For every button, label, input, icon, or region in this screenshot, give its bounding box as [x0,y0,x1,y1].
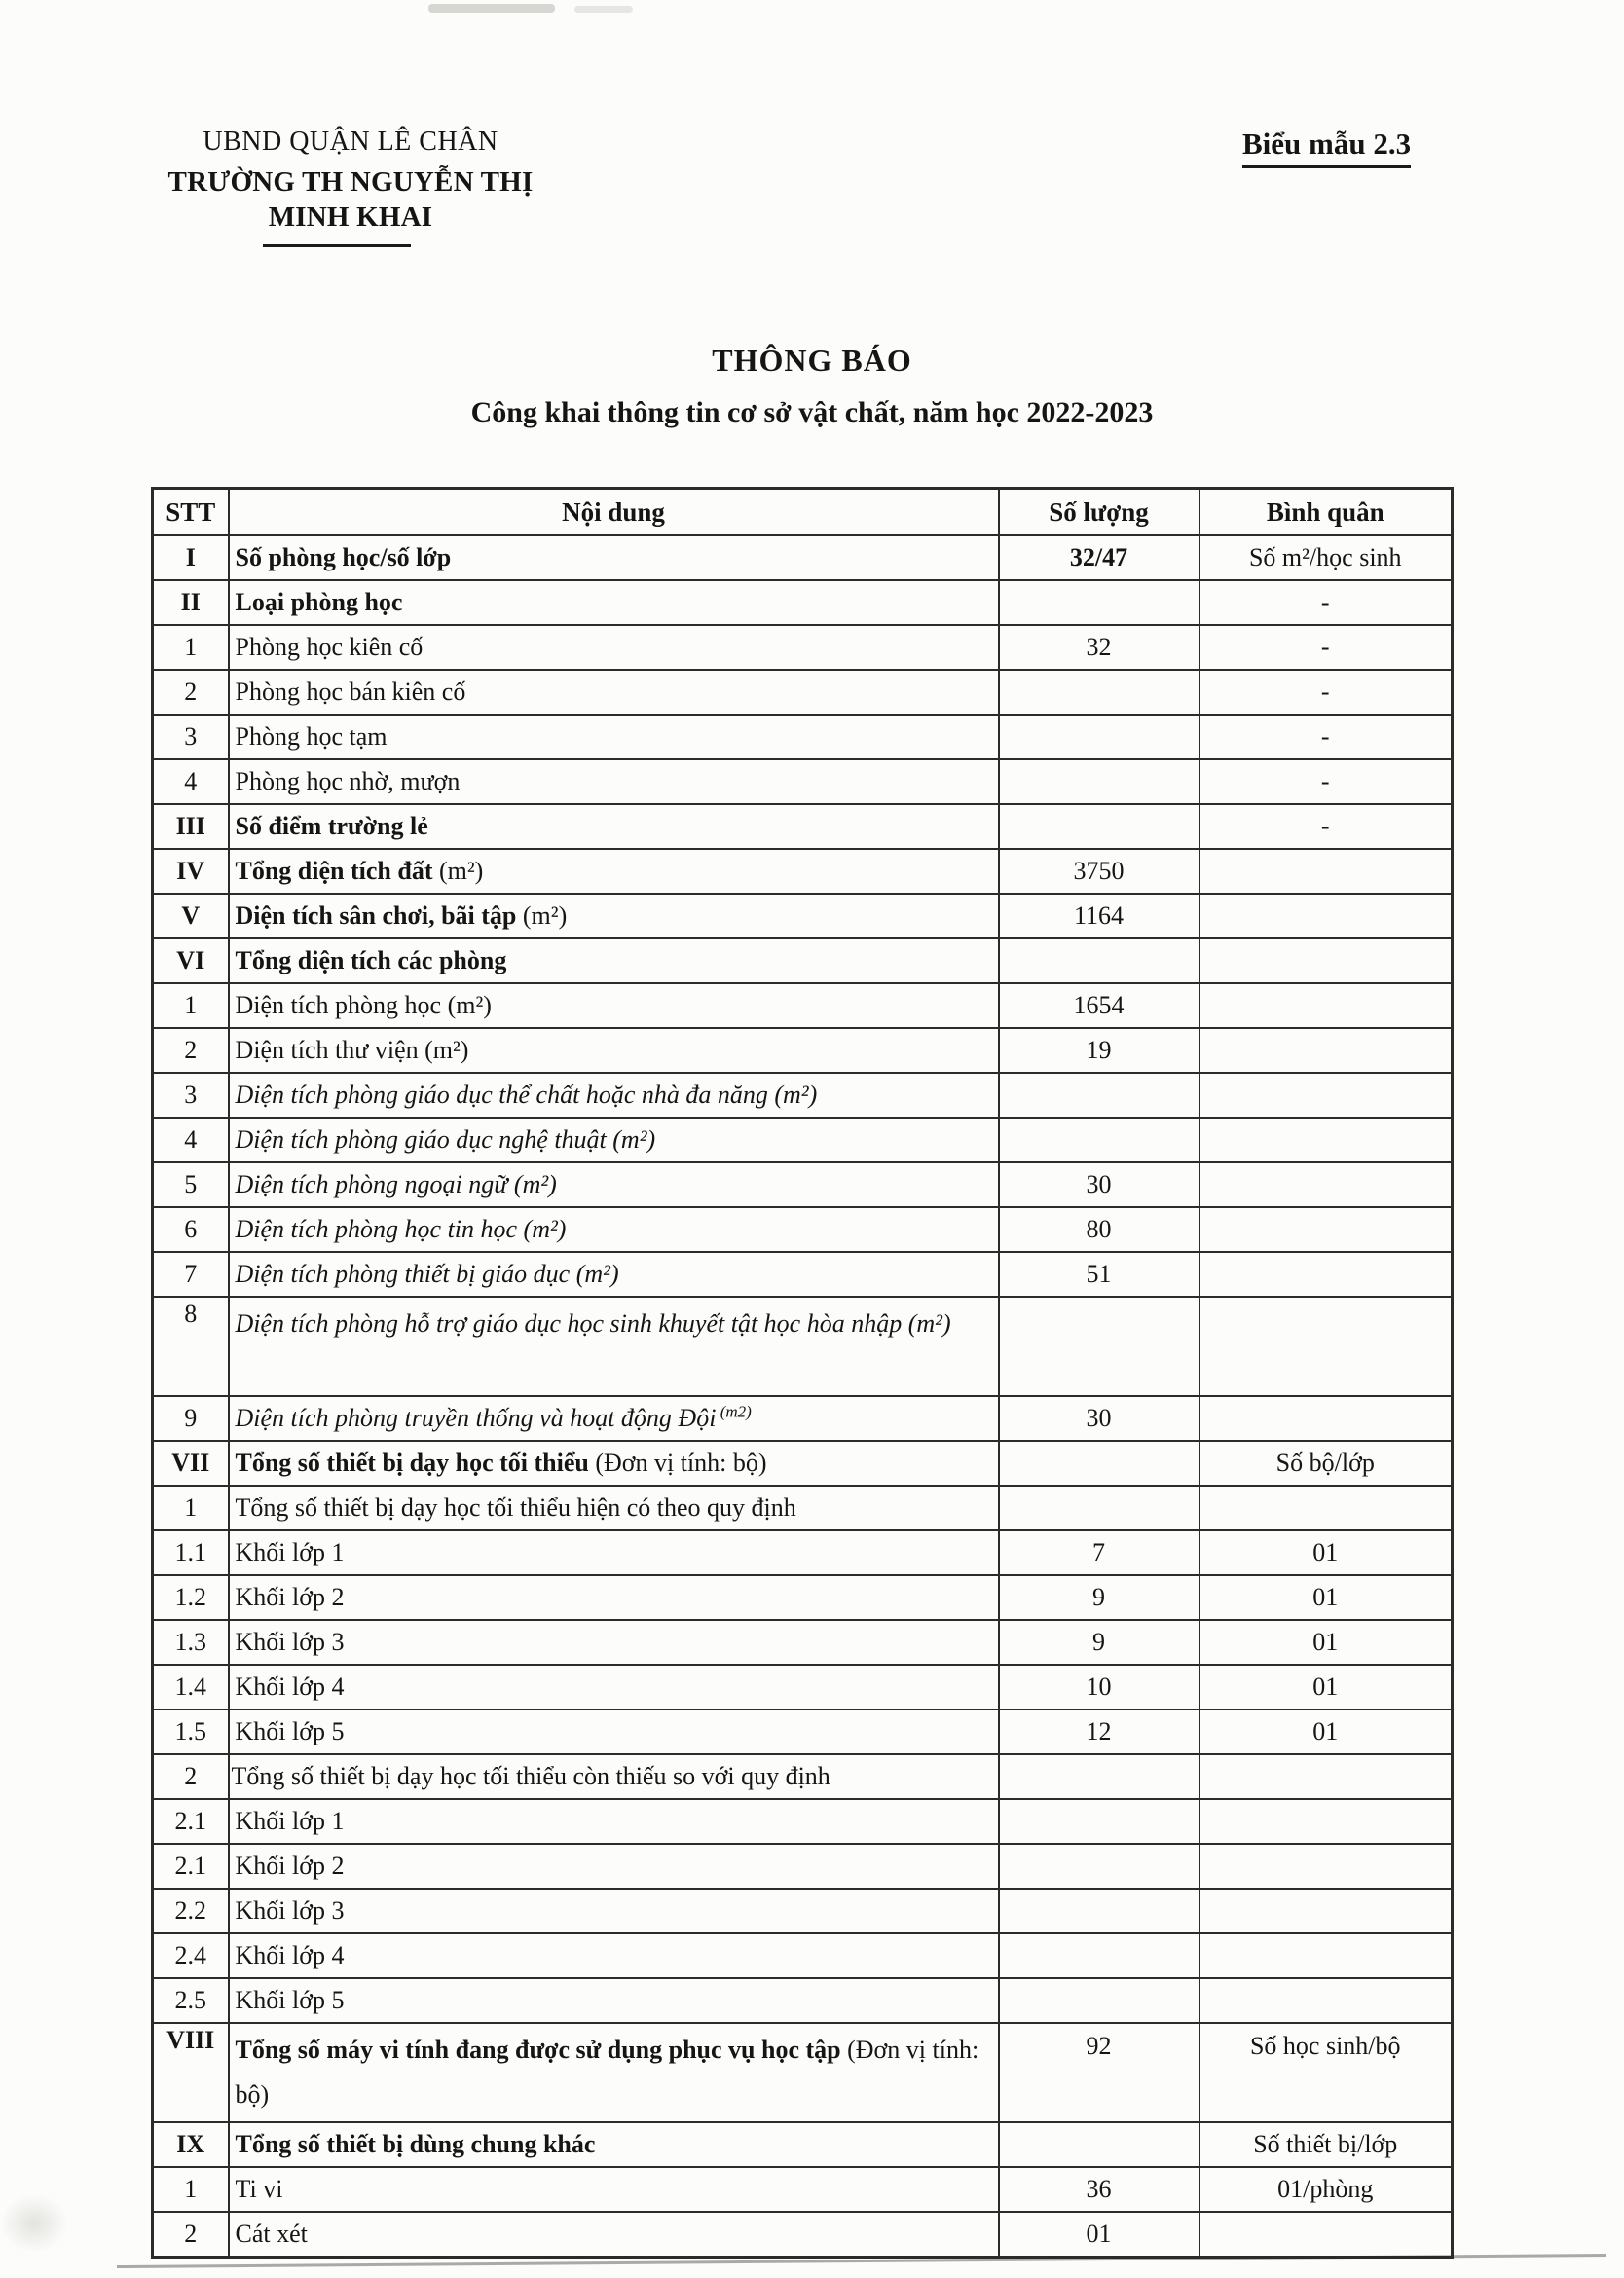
row-label-text: Cát xét [235,2219,308,2248]
row-quantity: 9 [999,1575,1200,1620]
row-label [229,1709,999,1754]
row-label-text: Tổng số thiết bị dạy học tối thiểu [235,1448,589,1477]
row-label-text: Khối lớp 5 [235,1985,345,2014]
row-quantity [999,1118,1200,1162]
row-number: 2.2 [153,1889,229,1933]
row-average: - [1200,715,1453,759]
row-number: 3 [153,715,229,759]
facility-table-header [153,489,1453,536]
row-average [1200,1978,1453,2023]
row-label-text: Diện tích phòng ngoại ngữ (m²) [235,1169,557,1198]
table-row [153,1396,1453,1441]
row-label [229,1396,999,1441]
row-quantity [999,1799,1200,1844]
row-number: 1.3 [153,1620,229,1665]
row-average [1200,1396,1453,1441]
row-label [229,1252,999,1297]
row-number: 2.1 [153,1844,229,1889]
row-number: II [153,580,229,625]
row-average [1200,849,1453,894]
row-average [1200,1844,1453,1889]
header-noi-dung: Nội dung [229,489,999,536]
row-label [229,1620,999,1665]
row-quantity [999,938,1200,983]
row-number: VI [153,938,229,983]
row-label [229,1933,999,1978]
row-number: 1 [153,2167,229,2212]
row-label [229,1978,999,2023]
row-label-text: Khối lớp 1 [235,1806,345,1835]
table-row [153,1252,1453,1297]
row-label-text: Phòng học kiên cố [235,632,424,661]
row-number: 5 [153,1162,229,1207]
table-row [153,580,1453,625]
row-quantity: 7 [999,1530,1200,1575]
school-name: TRƯỜNG TH NGUYỄN THỊ MINH KHAI [167,166,534,234]
table-row [153,1978,1453,2023]
row-label [229,1799,999,1844]
row-average: 01/phòng [1200,2167,1453,2212]
row-quantity [999,804,1200,849]
row-label [229,1441,999,1486]
row-quantity: 10 [999,1665,1200,1709]
row-average: - [1200,625,1453,670]
row-label-text: Diện tích thư viện (m²) [235,1035,469,1064]
row-label [229,670,999,715]
row-quantity: 30 [999,1396,1200,1441]
row-number: 2 [153,670,229,715]
row-label-suffix: (Đơn vị tính: bộ) [588,1448,767,1477]
row-label [229,580,999,625]
org-name: UBND QUẬN LÊ CHÂN [203,127,498,157]
row-number: 2.4 [153,1933,229,1978]
row-label [229,1486,999,1530]
table-row [153,1665,1453,1709]
row-average: Số bộ/lớp [1200,1441,1453,1486]
row-label-text: Số phòng học/số lớp [235,542,452,571]
row-number: IX [153,2122,229,2167]
row-label-text: Phòng học bán kiên cố [235,677,466,706]
header-so-luong: Số lượng [999,489,1200,536]
row-quantity [999,1297,1200,1396]
table-row [153,759,1453,804]
row-label-text: Khối lớp 5 [235,1716,345,1745]
letterhead-underline [263,244,411,247]
table-row [153,938,1453,983]
row-quantity: 36 [999,2167,1200,2212]
table-row [153,983,1453,1028]
table-row [153,1441,1453,1486]
row-label-text: Tổng số thiết bị dạy học tối thiểu còn thiếu so với quy định [231,1761,830,1790]
row-label-text: Khối lớp 2 [235,1582,345,1611]
title-block [0,343,1624,429]
row-number: 1.4 [153,1665,229,1709]
row-label-text: Khối lớp 2 [235,1851,345,1880]
row-average [1200,1073,1453,1118]
scan-smudge-top-2 [574,6,633,13]
row-number: 2 [153,1754,229,1799]
row-label-suffix: (Đơn vị tính: bộ) [235,2036,979,2109]
row-number: 1.1 [153,1530,229,1575]
row-quantity [999,580,1200,625]
table-row [153,1073,1453,1118]
row-number: III [153,804,229,849]
row-label-text: Diện tích sân chơi, bãi tập [235,900,517,930]
table-row [153,535,1453,580]
row-label [229,938,999,983]
row-quantity: 12 [999,1709,1200,1754]
table-row [153,1118,1453,1162]
row-average [1200,1933,1453,1978]
row-average [1200,1252,1453,1297]
row-average: Số m²/học sinh [1200,535,1453,580]
table-row [153,849,1453,894]
scan-smudge-top [428,4,555,13]
row-label [229,849,999,894]
row-average [1200,1799,1453,1844]
row-average: Số học sinh/bộ [1200,2023,1453,2122]
row-label [229,1028,999,1073]
row-average [1200,1028,1453,1073]
row-average: 01 [1200,1575,1453,1620]
row-quantity [999,1978,1200,2023]
row-label [229,894,999,938]
row-quantity [999,1073,1200,1118]
row-number: 9 [153,1396,229,1441]
row-quantity: 9 [999,1620,1200,1665]
row-average [1200,1162,1453,1207]
row-label-text: Diện tích phòng truyền thống và hoạt động Đội [235,1403,717,1432]
row-label [229,1297,999,1396]
letterhead [146,125,555,247]
row-quantity: 30 [999,1162,1200,1207]
table-row [153,1530,1453,1575]
row-label-text: Loại phòng học [235,587,403,616]
form-number-label: Biểu mẫu 2.3 [1242,127,1411,168]
header-row [153,489,1453,536]
row-average: 01 [1200,1530,1453,1575]
row-label-superscript: (m2) [716,1402,752,1421]
row-number: 3 [153,1073,229,1118]
row-label-text: Phòng học nhờ, mượn [235,766,461,795]
row-label-text: Số điểm trường lẻ [235,811,428,840]
row-number: V [153,894,229,938]
row-label [229,983,999,1028]
row-average [1200,938,1453,983]
table-row [153,1620,1453,1665]
row-label [229,2122,999,2167]
row-label-text: Tổng diện tích đất [235,856,433,885]
row-number: VII [153,1441,229,1486]
row-label [229,759,999,804]
table-row [153,1709,1453,1754]
table-row [153,804,1453,849]
row-label-text: Diện tích phòng học tin học (m²) [235,1214,567,1243]
row-quantity [999,670,1200,715]
row-label [229,715,999,759]
row-quantity: 3750 [999,849,1200,894]
row-quantity: 1654 [999,983,1200,1028]
table-row [153,1799,1453,1844]
row-number: 2.5 [153,1978,229,2023]
table-row [153,1575,1453,1620]
row-number: 1 [153,625,229,670]
table-row [153,1028,1453,1073]
row-label [229,1889,999,1933]
row-label-text: Diện tích phòng giáo dục nghệ thuật (m²) [235,1124,656,1154]
row-average [1200,2212,1453,2258]
table-row [153,670,1453,715]
row-quantity: 92 [999,2023,1200,2122]
row-average [1200,1207,1453,1252]
row-label-text: Khối lớp 4 [235,1940,345,1969]
row-label-text: Phòng học tạm [235,721,388,751]
row-average: 01 [1200,1709,1453,1754]
row-label-text: Diện tích phòng hỗ trợ giáo dục học sinh khuyết tật học hòa nhập (m²) [235,1309,951,1338]
row-label [229,1207,999,1252]
row-label [229,804,999,849]
table-row [153,2023,1453,2122]
table-row [153,1486,1453,1530]
row-number: 1 [153,1486,229,1530]
row-quantity: 32/47 [999,535,1200,580]
row-label [229,535,999,580]
row-label-text: Khối lớp 3 [235,1627,345,1656]
row-label-text: Ti vi [235,2174,283,2203]
row-quantity [999,1889,1200,1933]
row-number: IV [153,849,229,894]
row-quantity: 51 [999,1252,1200,1297]
table-row [153,625,1453,670]
row-quantity [999,2122,1200,2167]
table-row [153,1207,1453,1252]
row-quantity [999,1441,1200,1486]
row-label-text: Tổng diện tích các phòng [235,945,507,974]
row-label [229,2167,999,2212]
row-average: - [1200,804,1453,849]
row-label [229,1162,999,1207]
row-quantity: 01 [999,2212,1200,2258]
row-label [229,625,999,670]
row-quantity: 19 [999,1028,1200,1073]
row-quantity [999,1486,1200,1530]
row-number: 1.2 [153,1575,229,1620]
row-label-text: Tổng số thiết bị dạy học tối thiểu hiện có theo quy định [235,1492,796,1522]
document-subtitle: Công khai thông tin cơ sở vật chất, năm học 2022-2023 [470,396,1154,428]
row-label-text: Khối lớp 4 [235,1672,345,1701]
row-label [229,1665,999,1709]
table-row [153,1297,1453,1396]
row-average: 01 [1200,1665,1453,1709]
row-average: - [1200,580,1453,625]
row-average [1200,983,1453,1028]
row-quantity: 80 [999,1207,1200,1252]
row-number: 7 [153,1252,229,1297]
row-label [229,1844,999,1889]
row-number: 2 [153,2212,229,2258]
row-number: VIII [153,2023,229,2122]
row-number: 1.5 [153,1709,229,1754]
row-number: 4 [153,759,229,804]
row-label-text: Diện tích phòng giáo dục thể chất hoặc nhà đa năng (m²) [235,1080,818,1109]
row-label-text: Diện tích phòng thiết bị giáo dục (m²) [235,1259,619,1288]
table-row [153,894,1453,938]
row-quantity: 32 [999,625,1200,670]
row-label [229,1530,999,1575]
row-average [1200,894,1453,938]
row-number: 4 [153,1118,229,1162]
row-label-text: Diện tích phòng học (m²) [235,990,492,1019]
row-label [229,1575,999,1620]
table-row [153,2167,1453,2212]
row-average [1200,1118,1453,1162]
row-quantity [999,759,1200,804]
row-number: 2.1 [153,1799,229,1844]
table-row [153,1889,1453,1933]
table-row [153,2122,1453,2167]
row-number: 2 [153,1028,229,1073]
row-number: 8 [153,1297,229,1396]
table-row [153,1844,1453,1889]
row-label [229,1754,999,1799]
document-title: THÔNG BÁO [712,343,912,378]
row-average [1200,1486,1453,1530]
row-label [229,1073,999,1118]
row-label-text: Khối lớp 1 [235,1537,345,1566]
row-label [229,2212,999,2258]
row-number: 1 [153,983,229,1028]
row-label [229,2023,999,2122]
row-label-text: Khối lớp 3 [235,1895,345,1925]
table-row [153,1162,1453,1207]
row-number: I [153,535,229,580]
row-label-text: Tổng số thiết bị dùng chung khác [235,2129,596,2158]
table-row [153,1933,1453,1978]
row-label-suffix: (m²) [516,900,568,930]
row-quantity: 1164 [999,894,1200,938]
row-average [1200,1297,1453,1396]
table-row [153,715,1453,759]
table-row [153,1754,1453,1799]
row-quantity [999,1844,1200,1889]
row-average: Số thiết bị/lớp [1200,2122,1453,2167]
row-average [1200,1889,1453,1933]
facility-table [151,487,1454,2259]
header-binh-quan: Bình quân [1200,489,1453,536]
facility-table-body [153,535,1453,2258]
row-average: 01 [1200,1620,1453,1665]
row-quantity [999,1754,1200,1799]
row-quantity [999,715,1200,759]
row-label-text: Tổng số máy vi tính đang được sử dụng phục vụ học tập [235,2036,841,2064]
header-stt: STT [153,489,229,536]
row-average: - [1200,670,1453,715]
row-label [229,1118,999,1162]
row-quantity [999,1933,1200,1978]
scan-smudge-corner [0,2194,68,2253]
row-label-suffix: (m²) [432,856,484,885]
table-row [153,2212,1453,2258]
row-number: 6 [153,1207,229,1252]
row-average: - [1200,759,1453,804]
row-average [1200,1754,1453,1799]
